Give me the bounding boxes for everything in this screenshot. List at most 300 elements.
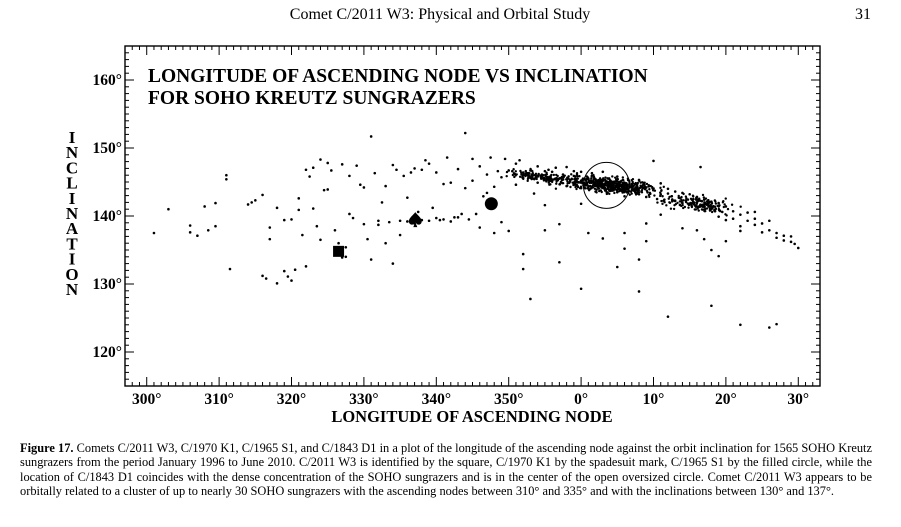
data-point bbox=[656, 201, 658, 203]
data-point bbox=[283, 219, 286, 222]
data-point bbox=[645, 196, 648, 199]
data-point bbox=[512, 168, 514, 170]
data-point bbox=[715, 202, 717, 204]
data-point bbox=[521, 176, 523, 178]
data-point bbox=[793, 243, 796, 246]
y-axis-label-letter: L bbox=[66, 173, 78, 193]
data-point bbox=[305, 265, 308, 268]
data-point bbox=[392, 164, 395, 167]
data-point bbox=[595, 188, 597, 190]
data-point bbox=[489, 156, 492, 159]
data-point bbox=[631, 181, 633, 183]
data-point bbox=[623, 187, 625, 189]
data-point bbox=[377, 219, 380, 222]
data-point bbox=[739, 213, 742, 216]
data-point bbox=[468, 218, 471, 221]
data-point bbox=[580, 202, 583, 205]
y-axis-label-letter: N bbox=[65, 280, 79, 299]
data-point bbox=[688, 193, 691, 196]
data-point bbox=[702, 208, 704, 210]
data-point bbox=[449, 181, 452, 184]
data-point bbox=[723, 206, 725, 208]
data-point bbox=[717, 202, 720, 205]
data-point bbox=[671, 195, 673, 197]
data-point bbox=[431, 207, 434, 210]
data-point bbox=[326, 188, 329, 191]
data-points bbox=[153, 132, 800, 329]
data-point bbox=[644, 186, 646, 188]
data-point bbox=[569, 181, 571, 183]
data-point bbox=[435, 171, 438, 174]
data-point bbox=[711, 207, 713, 209]
data-point bbox=[589, 180, 591, 182]
data-point bbox=[506, 171, 508, 173]
data-point bbox=[366, 238, 369, 241]
data-point bbox=[330, 169, 333, 172]
data-point bbox=[449, 220, 452, 223]
data-point bbox=[531, 170, 533, 172]
data-point bbox=[359, 183, 362, 186]
chart-title-line-2: FOR SOHO KREUTZ SUNGRAZERS bbox=[148, 88, 476, 109]
data-point bbox=[604, 189, 606, 191]
data-point bbox=[602, 237, 605, 240]
data-point bbox=[690, 203, 692, 205]
data-point bbox=[531, 175, 533, 177]
data-point bbox=[635, 185, 637, 187]
object-markers bbox=[333, 162, 629, 256]
data-point bbox=[641, 189, 643, 191]
data-point bbox=[790, 235, 793, 238]
data-point bbox=[475, 213, 478, 216]
data-point bbox=[580, 287, 583, 290]
data-point bbox=[587, 184, 589, 186]
data-point bbox=[618, 184, 620, 186]
data-point bbox=[529, 176, 531, 178]
data-point bbox=[775, 323, 778, 326]
data-point bbox=[725, 197, 727, 199]
data-point bbox=[546, 176, 548, 178]
data-point bbox=[559, 183, 561, 185]
data-point bbox=[265, 277, 268, 280]
data-point bbox=[290, 218, 293, 221]
data-point bbox=[522, 268, 525, 271]
data-point bbox=[570, 173, 572, 175]
data-point bbox=[633, 185, 635, 187]
data-point bbox=[746, 211, 749, 214]
data-point bbox=[505, 175, 507, 177]
y-tick-label: 160° bbox=[92, 72, 122, 89]
data-point bbox=[312, 207, 315, 210]
data-point bbox=[754, 224, 757, 227]
data-point bbox=[439, 219, 442, 222]
data-point bbox=[312, 166, 315, 169]
data-point bbox=[702, 194, 704, 196]
data-point bbox=[555, 180, 557, 182]
data-point bbox=[535, 178, 537, 180]
data-point bbox=[623, 247, 626, 250]
data-point bbox=[526, 180, 528, 182]
running-head bbox=[0, 6, 901, 28]
data-point bbox=[661, 195, 663, 197]
data-point bbox=[682, 193, 684, 195]
data-point bbox=[457, 168, 460, 171]
data-point bbox=[761, 231, 764, 234]
data-point bbox=[276, 207, 279, 210]
data-point bbox=[622, 176, 624, 178]
c1970-k1-spadesuit-marker bbox=[409, 212, 422, 227]
data-point bbox=[716, 205, 718, 207]
chart-title-line-1: LONGITUDE OF ASCENDING NODE VS INCLINATION bbox=[148, 66, 648, 87]
data-point bbox=[724, 213, 726, 215]
data-point bbox=[471, 179, 474, 182]
data-point bbox=[478, 165, 481, 168]
data-point bbox=[594, 185, 596, 187]
data-point bbox=[598, 179, 600, 181]
x-tick-label: 10° bbox=[642, 391, 665, 408]
data-point bbox=[522, 253, 525, 256]
data-point bbox=[229, 268, 232, 271]
data-point bbox=[625, 191, 627, 193]
data-point bbox=[586, 178, 588, 180]
data-point bbox=[577, 186, 579, 188]
y-axis-label-letter: I bbox=[68, 188, 76, 208]
data-point bbox=[308, 175, 311, 178]
data-point bbox=[554, 178, 556, 180]
data-point bbox=[381, 201, 384, 204]
data-point bbox=[596, 181, 598, 183]
y-axis-label-letter: I bbox=[68, 249, 76, 269]
data-point bbox=[727, 208, 729, 210]
data-point bbox=[553, 174, 555, 176]
data-point bbox=[607, 188, 609, 190]
data-point bbox=[602, 171, 605, 174]
data-point bbox=[621, 183, 623, 185]
data-point bbox=[659, 182, 662, 185]
data-point bbox=[518, 159, 521, 162]
data-point bbox=[783, 239, 786, 242]
data-point bbox=[555, 188, 557, 190]
data-point bbox=[696, 201, 698, 203]
data-point bbox=[687, 207, 689, 209]
data-point bbox=[580, 186, 582, 188]
data-point bbox=[345, 246, 348, 249]
data-point bbox=[544, 174, 546, 176]
data-point bbox=[536, 181, 539, 184]
data-point bbox=[668, 201, 670, 203]
data-point bbox=[608, 178, 610, 180]
y-tick-label: 150° bbox=[92, 140, 122, 157]
data-point bbox=[566, 185, 568, 187]
data-point bbox=[659, 187, 661, 189]
data-point bbox=[673, 208, 675, 210]
data-point bbox=[337, 242, 340, 245]
data-point bbox=[619, 189, 621, 191]
data-point bbox=[723, 203, 725, 205]
data-point bbox=[710, 304, 713, 307]
data-point bbox=[536, 165, 539, 168]
data-point bbox=[611, 175, 613, 177]
data-point bbox=[225, 178, 228, 181]
data-point bbox=[348, 175, 351, 178]
data-point bbox=[471, 158, 474, 161]
data-point bbox=[305, 168, 308, 171]
data-point bbox=[617, 187, 619, 189]
data-point bbox=[692, 195, 694, 197]
data-point bbox=[525, 172, 527, 174]
c2011-w3-square-marker bbox=[333, 246, 344, 257]
data-point bbox=[725, 240, 728, 243]
data-point bbox=[613, 192, 615, 194]
data-point bbox=[606, 185, 608, 187]
data-point bbox=[290, 279, 293, 282]
data-point bbox=[783, 234, 786, 237]
data-point bbox=[682, 199, 684, 201]
data-point bbox=[565, 166, 568, 169]
data-point bbox=[709, 209, 711, 211]
data-point bbox=[593, 177, 595, 179]
x-tick-label: 350° bbox=[493, 391, 524, 408]
data-point bbox=[615, 185, 617, 187]
data-point bbox=[652, 160, 655, 163]
data-point bbox=[413, 167, 416, 170]
data-point bbox=[591, 172, 594, 175]
data-point bbox=[528, 172, 530, 174]
y-axis-label-letter: O bbox=[65, 264, 79, 284]
data-point bbox=[573, 170, 576, 173]
data-point bbox=[746, 219, 749, 222]
data-point bbox=[574, 178, 576, 180]
data-point bbox=[370, 258, 373, 261]
data-point bbox=[276, 282, 279, 285]
data-point bbox=[556, 175, 558, 177]
data-point bbox=[754, 217, 757, 220]
data-point bbox=[567, 175, 569, 177]
data-point bbox=[554, 166, 557, 169]
data-point bbox=[580, 171, 583, 174]
data-point bbox=[635, 192, 637, 194]
data-point bbox=[529, 168, 531, 170]
data-point bbox=[674, 190, 677, 193]
data-point bbox=[453, 216, 456, 219]
data-point bbox=[577, 175, 579, 177]
data-point bbox=[519, 176, 521, 178]
y-tick-label: 130° bbox=[92, 276, 122, 293]
data-point bbox=[207, 229, 210, 232]
data-point bbox=[515, 170, 517, 172]
data-point bbox=[648, 188, 650, 190]
data-point bbox=[739, 225, 742, 228]
data-point bbox=[547, 168, 550, 171]
data-point bbox=[604, 187, 606, 189]
data-point bbox=[623, 195, 626, 198]
data-point bbox=[718, 208, 720, 210]
data-point bbox=[703, 238, 706, 241]
data-point bbox=[638, 258, 641, 261]
data-point bbox=[442, 183, 445, 186]
x-tick-label: 30° bbox=[787, 391, 810, 408]
data-point bbox=[665, 204, 667, 206]
data-point bbox=[768, 219, 771, 222]
data-point bbox=[561, 182, 563, 184]
x-tick-label: 340° bbox=[421, 391, 452, 408]
x-tick-label: 20° bbox=[715, 391, 737, 408]
data-point bbox=[602, 187, 604, 189]
data-point bbox=[514, 173, 516, 175]
data-point bbox=[659, 195, 661, 197]
data-point bbox=[685, 197, 687, 199]
data-point bbox=[464, 187, 467, 190]
data-point bbox=[319, 239, 322, 242]
y-axis-label-letter: N bbox=[65, 204, 79, 223]
data-point bbox=[225, 174, 228, 177]
data-point bbox=[392, 262, 395, 265]
data-point bbox=[645, 240, 648, 243]
data-point bbox=[637, 191, 639, 193]
data-point bbox=[604, 176, 606, 178]
data-point bbox=[590, 175, 592, 177]
data-point bbox=[698, 199, 700, 201]
data-point bbox=[406, 196, 409, 199]
x-axis-label: LONGITUDE OF ASCENDING NODE bbox=[331, 407, 613, 426]
data-point bbox=[667, 315, 670, 318]
data-point bbox=[595, 191, 597, 193]
data-point bbox=[478, 226, 481, 229]
data-point bbox=[384, 242, 387, 245]
data-point bbox=[493, 185, 496, 188]
data-point bbox=[790, 241, 793, 244]
data-point bbox=[572, 183, 574, 185]
data-point bbox=[710, 205, 712, 207]
data-point bbox=[250, 201, 253, 204]
data-point bbox=[704, 208, 706, 210]
data-point bbox=[544, 204, 547, 207]
data-point bbox=[659, 213, 662, 216]
x-tick-label: 310° bbox=[204, 391, 234, 408]
data-point bbox=[538, 173, 540, 175]
data-point bbox=[711, 211, 713, 213]
data-point bbox=[167, 208, 170, 211]
data-point bbox=[645, 222, 648, 225]
data-point bbox=[319, 158, 322, 161]
data-point bbox=[566, 180, 568, 182]
data-point bbox=[247, 203, 250, 206]
x-tick-label: 0° bbox=[574, 391, 589, 408]
data-point bbox=[189, 231, 192, 234]
data-point bbox=[261, 194, 264, 197]
data-point bbox=[610, 185, 612, 187]
data-point bbox=[268, 226, 271, 229]
data-point bbox=[713, 209, 715, 211]
data-point bbox=[694, 204, 696, 206]
data-point bbox=[482, 195, 485, 198]
data-point bbox=[648, 196, 650, 198]
data-point bbox=[562, 178, 564, 180]
data-point bbox=[714, 200, 716, 202]
data-point bbox=[754, 211, 757, 214]
data-point bbox=[555, 183, 557, 185]
data-point bbox=[775, 232, 778, 235]
scatter-plot bbox=[0, 30, 901, 435]
data-point bbox=[550, 175, 552, 177]
data-point bbox=[680, 200, 682, 202]
data-point bbox=[571, 178, 573, 180]
data-point bbox=[377, 224, 380, 227]
data-point bbox=[710, 249, 713, 252]
data-point bbox=[399, 234, 402, 237]
data-point bbox=[653, 194, 655, 196]
y-axis-label-letter: A bbox=[65, 219, 79, 239]
data-point bbox=[676, 202, 678, 204]
data-point bbox=[678, 195, 680, 197]
data-point bbox=[522, 171, 524, 173]
data-point bbox=[189, 224, 192, 227]
data-point bbox=[646, 190, 648, 192]
x-tick-label: 300° bbox=[131, 391, 162, 408]
data-point bbox=[370, 135, 373, 138]
data-point bbox=[529, 298, 532, 301]
data-point bbox=[775, 236, 778, 239]
y-axis-label bbox=[65, 128, 78, 299]
data-point bbox=[621, 191, 623, 193]
data-point bbox=[717, 215, 720, 218]
data-point bbox=[797, 247, 800, 250]
data-point bbox=[577, 177, 579, 179]
data-point bbox=[640, 186, 642, 188]
data-point bbox=[421, 168, 424, 171]
data-point bbox=[739, 324, 742, 327]
data-point bbox=[294, 268, 297, 271]
data-point bbox=[732, 217, 735, 220]
data-point bbox=[533, 178, 535, 180]
data-point bbox=[768, 326, 771, 329]
data-point bbox=[703, 196, 705, 198]
data-point bbox=[507, 230, 510, 233]
c1965-s1-filled-circle-marker bbox=[485, 197, 498, 210]
x-tick-label: 320° bbox=[276, 391, 307, 408]
data-point bbox=[693, 202, 695, 204]
data-point bbox=[522, 174, 524, 176]
data-point bbox=[662, 200, 664, 202]
data-point bbox=[633, 190, 635, 192]
caption-text: Comets C/2011 W3, C/1970 K1, C/1965 S1, and C/1843 D1 in a plot of the longitude of the ascending node against the orbit inclination for 1565 SOHO Kreutz sungrazers from the period January 1996 to June 2010. C/2011 W3 is identified by the square, C/1970 K1 by the spadesuit mark, C/1965 S1 by the filled circle, while the location of C/1843 D1 coincides with the dense concentration of the SOHO sungrazers and is in the center of the open oversized circle. Comet C/2011 W3 appears to be orbitally related to a cluster of up to nearly 30 SOHO sungrazers with the ascending nodes between 310° and 335° and with the inclinations between 130° and 137°. bbox=[20, 441, 872, 498]
data-point bbox=[761, 222, 764, 225]
data-point bbox=[667, 188, 670, 191]
data-point bbox=[722, 201, 724, 203]
data-point bbox=[623, 232, 626, 235]
data-point bbox=[417, 211, 420, 214]
data-point bbox=[464, 132, 467, 135]
data-point bbox=[659, 191, 661, 193]
data-point bbox=[656, 198, 659, 201]
data-point bbox=[638, 290, 641, 293]
data-point bbox=[399, 219, 402, 222]
data-point bbox=[341, 163, 344, 166]
data-point bbox=[562, 176, 564, 178]
data-point bbox=[326, 162, 329, 165]
data-point bbox=[642, 183, 644, 185]
data-point bbox=[323, 189, 326, 192]
data-point bbox=[406, 220, 409, 223]
data-point bbox=[670, 208, 672, 210]
data-point bbox=[696, 229, 699, 232]
y-tick-label: 140° bbox=[92, 208, 122, 225]
data-point bbox=[460, 213, 463, 216]
data-point bbox=[671, 200, 673, 202]
data-point bbox=[576, 184, 578, 186]
data-point bbox=[604, 179, 606, 181]
data-point bbox=[548, 184, 550, 186]
data-point bbox=[442, 218, 445, 221]
